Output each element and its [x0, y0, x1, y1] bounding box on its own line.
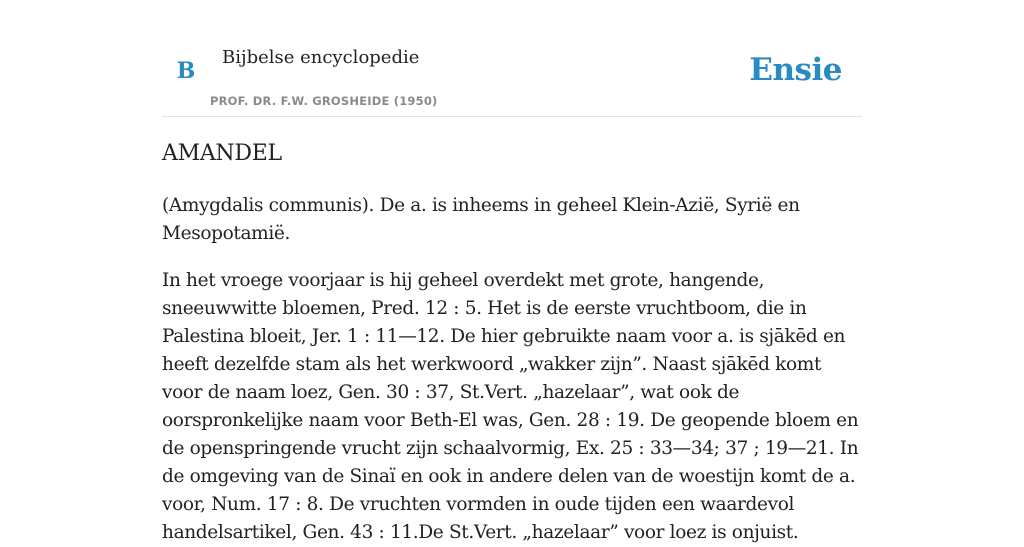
article-body — [162, 192, 862, 547]
book-title[interactable]: Bijbelse encyclopedie — [222, 47, 420, 68]
article-title: AMANDEL — [162, 141, 282, 166]
book-header — [162, 0, 862, 117]
article-paragraph: In het vroege voorjaar is hij geheel overdekt met grote, hangende, sneeuwwitte bloemen, Pred. 12 : 5. Het is de eerste vruchtboom, die in Palestina bloeit, Jer. 1 : 11—12. De hier gebruikte naam voor a. is sjākēd en heeft dezelfde stam als het werkwoord „wakker zijn”. Naast sjākēd komt voor de naam loez, Gen. 30 : 37, St.Vert. „hazelaar”, wat ook de oorspronkelijke naam voor Beth-El was, Gen. 28 : 19. De geopende bloem en de openspringende vrucht zijn schaalvormig, Ex. 25 : 33—34; 37 ; 19—21. In de omgeving van de Sinaï en ook in andere delen van de woestijn komt de a. voor, Num. 17 : 8. De vruchten vormden in oude tijden een waardevol handelsartikel, Gen. 43 : 11.De St.Vert. „hazelaar” voor loez is onjuist. — [162, 270, 859, 543]
ensie-logo[interactable]: Ensie — [749, 52, 842, 88]
book-author: PROF. DR. F.W. GROSHEIDE (1950) — [210, 94, 438, 108]
article-paragraph: (Amygdalis communis). De a. is inheems in geheel Klein-Azië, Syrië en Mesopotamië. — [162, 195, 800, 244]
book-letter-badge[interactable]: B — [176, 58, 196, 84]
article — [162, 138, 862, 547]
